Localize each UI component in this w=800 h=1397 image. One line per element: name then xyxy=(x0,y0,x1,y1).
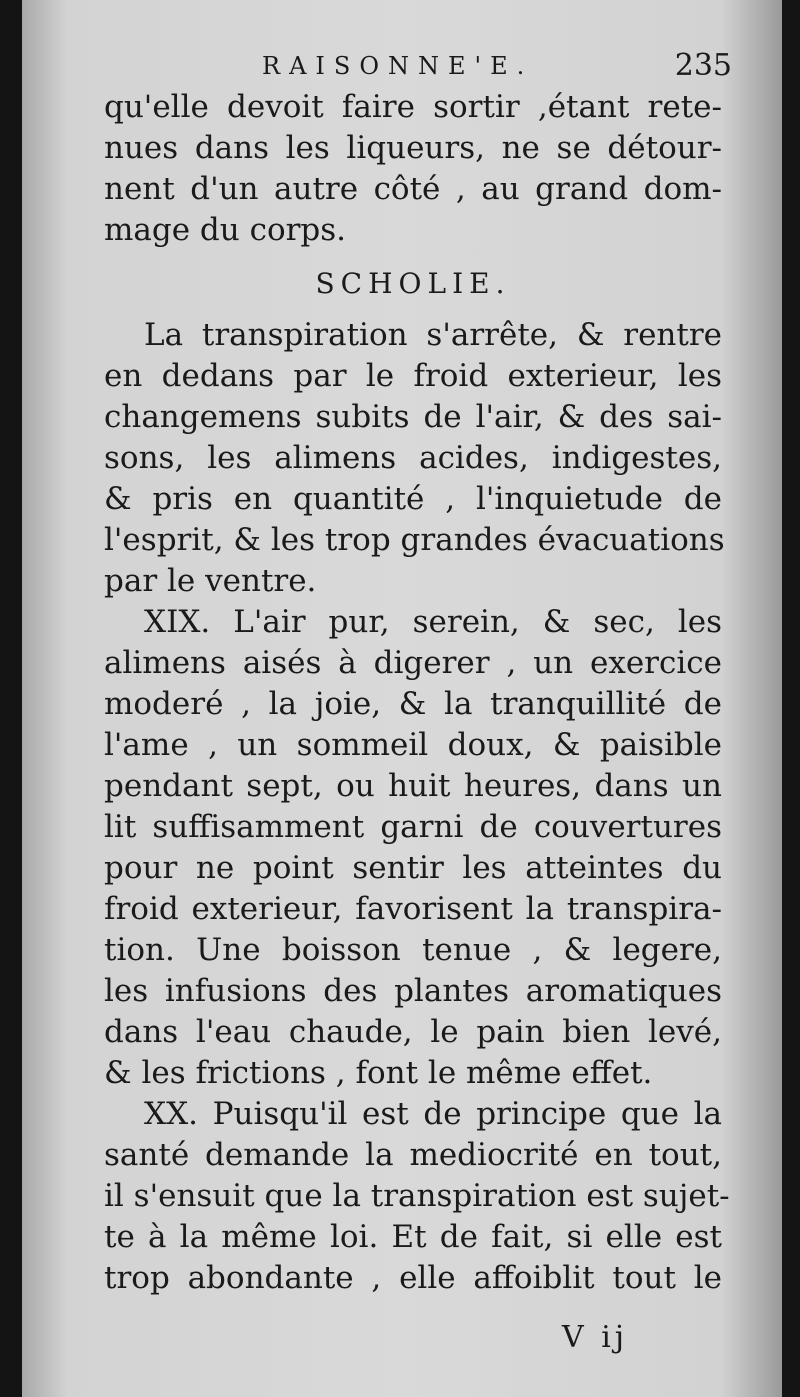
text-line: lit suffisamment garni de couvertures xyxy=(104,809,722,845)
text-line: qu'elle devoit faire sortir ,étant rete- xyxy=(104,89,722,125)
text-line: les infusions des plantes aromatiques xyxy=(104,973,722,1009)
text-line: nues dans les liqueurs, ne se détour- xyxy=(104,130,722,166)
text-line: santé demande la mediocrité en tout, xyxy=(104,1137,722,1173)
page-header xyxy=(104,48,744,92)
text-line: l'ame , un sommeil doux, & paisible xyxy=(104,727,722,763)
text-line: & pris en quantité , l'inquietude de xyxy=(104,481,722,517)
text-line: moderé , la joie, & la tranquillité de xyxy=(104,686,722,722)
text-line: tion. Une boisson tenue , & legere, xyxy=(104,932,722,968)
text-line: changemens subits de l'air, & des sai- xyxy=(104,399,722,435)
page-number: 235 xyxy=(674,48,732,83)
text-line: mage du corps. xyxy=(104,212,347,248)
text-line: pendant sept, ou huit heures, dans un xyxy=(104,768,722,804)
text-line: trop abondante , elle affoiblit tout le xyxy=(104,1260,722,1296)
section-heading: SCHOLIE. xyxy=(315,267,511,300)
text-line: alimens aisés à digerer , un exercice xyxy=(104,645,722,681)
text-line: XX. Puisqu'il est de principe que la xyxy=(144,1096,722,1132)
text-line: & les frictions , font le même effet. xyxy=(104,1055,653,1091)
running-title: RAISONNE'E. xyxy=(262,52,534,80)
text-line: l'esprit, & les trop grandes évacuations xyxy=(104,522,725,558)
text-line: te à la même loi. Et de fait, si elle est xyxy=(104,1219,722,1255)
text-line: en dedans par le froid exterieur, les xyxy=(104,358,722,394)
text-line: pour ne point sentir les atteintes du xyxy=(104,850,722,886)
book-page xyxy=(22,0,782,1397)
body-text xyxy=(104,87,730,1299)
text-line: par le ventre. xyxy=(104,563,317,599)
text-line: La transpiration s'arrête, & rentre xyxy=(144,317,722,353)
text-line: nent d'un autre côté , au grand dom- xyxy=(104,171,722,207)
text-line: XIX. L'air pur, serein, & sec, les xyxy=(144,604,722,640)
text-line: il s'ensuit que la transpiration est sujet- xyxy=(104,1178,730,1214)
text-line: sons, les alimens acides, indigestes, xyxy=(104,440,722,476)
text-line: froid exterieur, favorisent la transpira- xyxy=(104,891,722,927)
text-line: dans l'eau chaude, le pain bien levé, xyxy=(104,1014,722,1050)
signature-mark: V ij xyxy=(562,1320,629,1355)
